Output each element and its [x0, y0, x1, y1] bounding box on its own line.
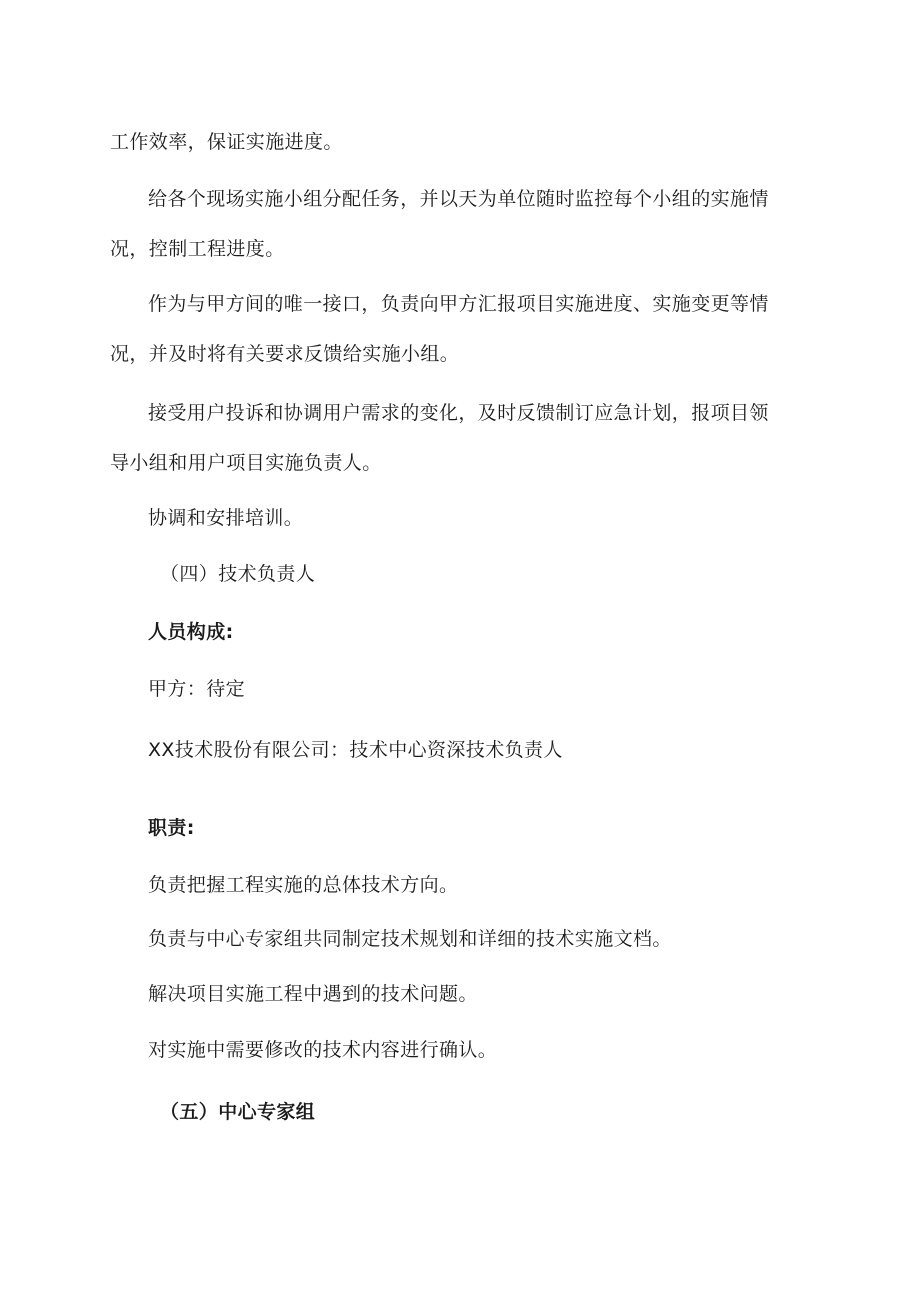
paragraph-task-assignment-line1: 给各个现场实施小组分配任务，并以天为单位随时监控每个小组的实施情 [148, 188, 769, 210]
company-line: XX技术股份有限公司：技术中心资深技术负责人 [148, 739, 563, 761]
paragraph-task-assignment-line2: 况，控制工程进度。 [110, 238, 285, 260]
composition-label: 人员构成: [148, 621, 234, 643]
duties-label: 职责: [148, 817, 195, 839]
paragraph-training: 协调和安排培训。 [148, 507, 304, 529]
paragraph-interface-line1: 作为与甲方间的唯一接口，负责向甲方汇报项目实施进度、实施变更等情 [148, 293, 769, 315]
duty-item: 负责与中心专家组共同制定技术规划和详细的技术实施文档。 [148, 928, 672, 950]
paragraph-continuation: 工作效率，保证实施进度。 [110, 131, 343, 153]
section-heading-tech-lead: （四）技术负责人 [160, 563, 316, 585]
party-a-line: 甲方：待定 [148, 678, 246, 700]
duty-item: 对实施中需要修改的技术内容进行确认。 [148, 1039, 498, 1061]
paragraph-complaints-line1: 接受用户投诉和协调用户需求的变化，及时反馈制订应急计划，报项目领 [148, 402, 769, 424]
duty-item: 负责把握工程实施的总体技术方向。 [148, 874, 459, 896]
section-heading-expert-group: （五）中心专家组 [160, 1101, 316, 1123]
paragraph-interface-line2: 况，并及时将有关要求反馈给实施小组。 [110, 343, 460, 365]
paragraph-complaints-line2: 导小组和用户项目实施负责人。 [110, 452, 382, 474]
duty-item: 解决项目实施工程中遇到的技术问题。 [148, 983, 478, 1005]
